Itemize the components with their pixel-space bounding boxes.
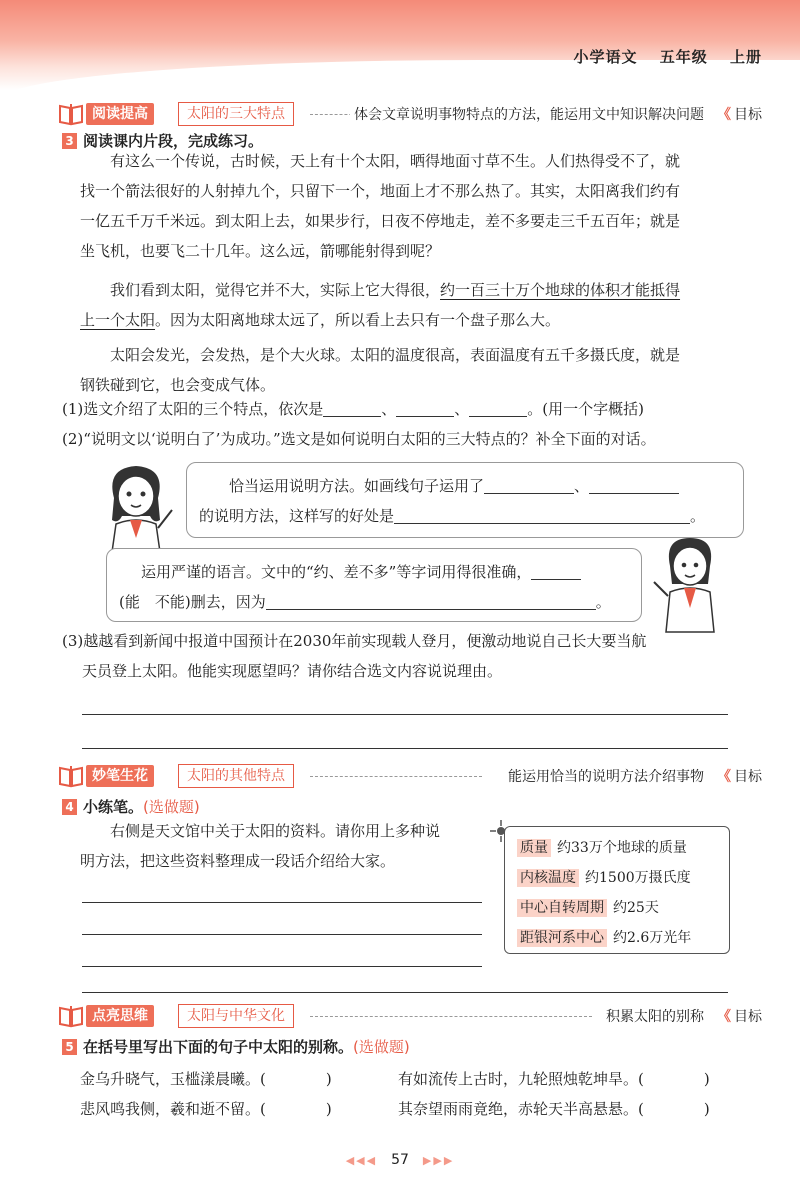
data-row: 中心自转周期 约25天: [517, 897, 659, 917]
question-3-title: 3 阅读课内片段，完成练习。: [62, 130, 263, 151]
book-icon: [58, 1004, 84, 1028]
page-footer: [0, 1152, 800, 1168]
page-header: [557, 46, 762, 67]
poem-item: 金乌升晓气，玉槛漾晨曦。( ): [80, 1070, 332, 1088]
answer-line[interactable]: [82, 748, 728, 749]
girl-illustration: [648, 530, 732, 634]
header-subject: 小学语文: [573, 48, 638, 66]
answer-line[interactable]: [82, 934, 482, 935]
dashed-divider: [310, 776, 482, 777]
data-row: 距银河系中心 约2.6万光年: [517, 927, 691, 947]
passage-paragraph-3: 太阳会发光，会发热，是个大火球。太阳的温度很高，表面温度有五千多摄氏度，就是 钢铁碰到它，也会变成气体。: [80, 346, 681, 394]
section-category: 点亮思维: [86, 1005, 154, 1027]
header-grade: 五年级: [659, 48, 708, 66]
answer-blank[interactable]: [323, 400, 381, 417]
sun-data-card: [504, 826, 730, 954]
dialogue-bubble-1: 恰当运用说明方法。如画线句子运用了 、 的说明方法，这样写的好处是 。: [186, 462, 744, 538]
goal-tag: 《 目标: [717, 769, 762, 785]
dialogue-bubble-2: 运用严谨的语言。文中的“约、差不多”等字词用得很准确， (能 不能)删去，因为 。: [106, 548, 642, 622]
girl-illustration: [96, 458, 178, 554]
answer-blank[interactable]: [589, 477, 679, 494]
answer-line[interactable]: [82, 902, 482, 903]
header-volume: 上册: [729, 48, 762, 66]
goal-tag: 《 目标: [717, 1009, 762, 1025]
section-goal: 能运用恰当的说明方法介绍事物: [504, 766, 704, 786]
subquestion-2: (2)“说明文以‘说明白了’为成功。”选文是如何说明白太阳的三大特点的？补全下面的对话。: [62, 430, 656, 448]
subquestion-1: (1)选文介绍了太阳的三个特点，依次是 、 、 。(用一个字概括): [62, 400, 644, 418]
data-row: 质量 约33万个地球的质量: [517, 837, 687, 857]
dashed-divider: [310, 1016, 592, 1017]
book-icon: [58, 102, 84, 126]
answer-blank[interactable]: [266, 593, 596, 610]
answer-blank[interactable]: [396, 400, 454, 417]
passage-paragraph-2: 我们看到太阳，觉得它并不大，实际上它大得很，约一百三十万个地球的体积才能抵得 上一个太阳。因为太阳离地球太远了，所以看上去只有一个盘子那么大。: [80, 281, 681, 329]
section-topic: 太阳的其他特点: [178, 764, 294, 788]
section-goal: 积累太阳的别称: [602, 1006, 704, 1026]
answer-line[interactable]: [82, 966, 482, 967]
answer-blank[interactable]: [469, 400, 527, 417]
answer-line[interactable]: [82, 992, 728, 993]
question-5-title: 5 在括号里写出下面的句子中太阳的别称。(选做题): [62, 1036, 410, 1057]
subquestion-3: (3)越越看到新闻中报道中国预计在2030年前实现载人登月，便激动地说自己长大要当航 天员登上太阳。他能实现愿望吗？请你结合选文内容说说理由。: [62, 632, 647, 680]
poem-item: 悲风鸣我侧，羲和逝不留。( ): [80, 1100, 332, 1118]
poem-item: 有如流传上古时，九轮照烛乾坤旱。( ): [398, 1070, 710, 1088]
poem-item: 其奈望雨雨竟绝，赤轮天半高悬悬。( ): [398, 1100, 710, 1118]
section-header-thinking: [58, 1002, 762, 1032]
section-category: 阅读提高: [86, 103, 154, 125]
question-4-text: 右侧是天文馆中关于太阳的资料。请你用上多种说 明方法，把这些资料整理成一段话介绍给大家。: [80, 822, 441, 870]
left-arrows-icon: ◀◀◀: [345, 1154, 378, 1167]
passage-paragraph-1: 有这么一个传说，古时候，天上有十个太阳，晒得地面寸草不生。人们热得受不了，就 找一个箭法很好的人射掉九个，只留下一个，地面上才不那么热了。其实，太阳离我们约有 一亿五千万千米远。到太阳上去，如果步行，日夜不停地走，差不多要走三千五百年；就是 坐飞机，也要飞二十几年。这么远，箭哪能射得到呢？: [80, 152, 681, 260]
data-row: 内核温度 约1500万摄氏度: [517, 867, 691, 887]
book-icon: [58, 764, 84, 788]
answer-blank[interactable]: [531, 563, 581, 580]
answer-line[interactable]: [82, 714, 728, 715]
section-category: 妙笔生花: [86, 765, 154, 787]
right-arrows-icon: ▶▶▶: [422, 1154, 455, 1167]
section-header-reading: [58, 100, 762, 130]
page-number: 57: [391, 1152, 409, 1168]
answer-blank[interactable]: [484, 477, 574, 494]
section-goal: 体会文章说明事物特点的方法，能运用文中知识解决问题: [350, 104, 704, 124]
answer-blank[interactable]: [394, 507, 690, 524]
goal-tag: 《 目标: [717, 107, 762, 123]
section-topic: 太阳的三大特点: [178, 102, 294, 126]
section-header-writing: [58, 762, 762, 792]
question-4-title: 4 小练笔。(选做题): [62, 796, 200, 817]
section-topic: 太阳与中华文化: [178, 1004, 294, 1028]
